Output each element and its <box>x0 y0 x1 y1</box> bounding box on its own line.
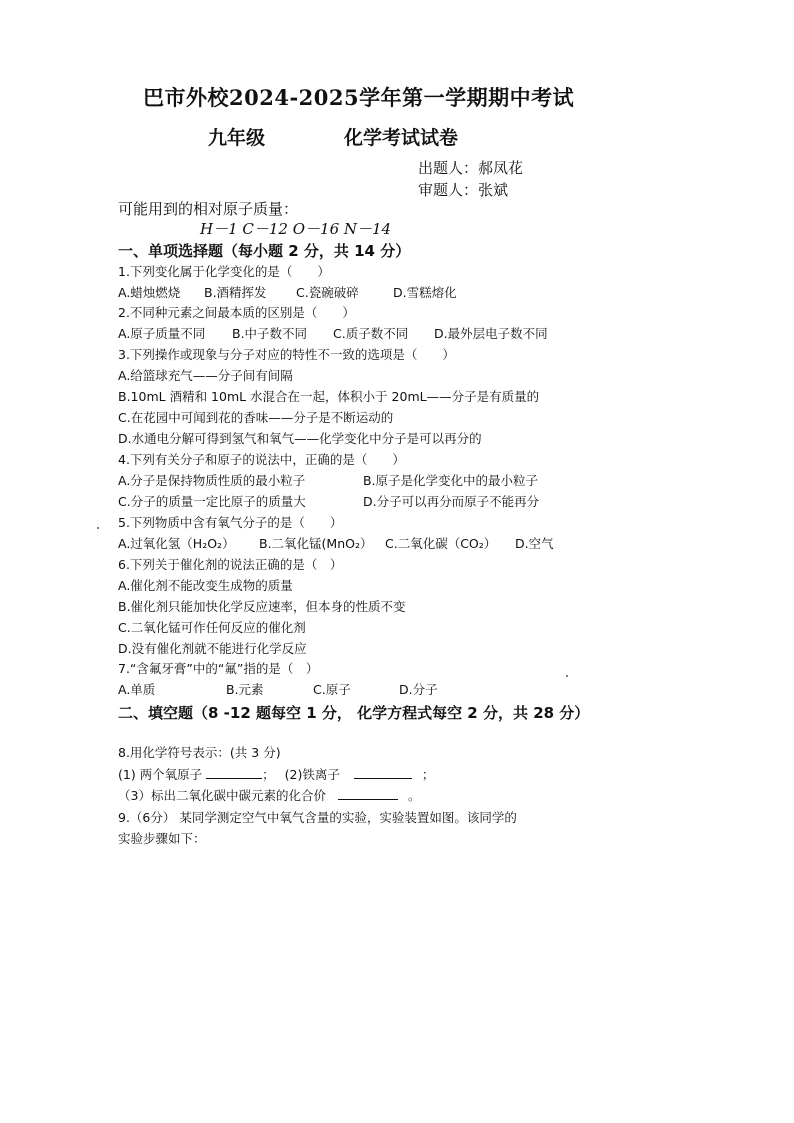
q8-blank-1[interactable] <box>206 767 262 779</box>
q6-option-d: D.没有催化剂就不能进行化学反应 <box>118 641 307 656</box>
q5-option-a: A.过氧化氢（H₂O₂） <box>118 536 235 551</box>
q5-option-b: B.二氧化锰(MnO₂） <box>259 536 373 551</box>
q5-stem: 5.下列物质中含有氧气分子的是（ ） <box>118 515 343 530</box>
q8-part3 <box>118 786 420 804</box>
q2-option-b: B.中子数不同 <box>232 326 308 341</box>
subject-label: 化学考试试卷 <box>344 127 459 149</box>
q8-part2-text: (2)铁离子 <box>284 767 340 782</box>
q2-stem: 2.不同种元素之间最本质的区别是（ ） <box>118 305 355 320</box>
reviewer-line: 审题人：张斌 <box>418 181 509 199</box>
q1-stem: 1.下列变化属于化学变化的是（ ） <box>118 264 330 279</box>
q3-option-c: C.在花园中可闻到花的香味——分子是不断运动的 <box>118 410 394 425</box>
q2-option-a: A.原子质量不同 <box>118 326 206 341</box>
atomic-mass-formula: H－1 C－12 O－16 N－14 <box>200 220 392 238</box>
scan-speck <box>97 527 99 529</box>
q6-option-b: B.催化剂只能加快化学反应速率，但本身的性质不变 <box>118 599 406 614</box>
q4-option-d: D.分子可以再分而原子不能再分 <box>363 494 540 509</box>
exam-title: 巴市外校2024-2025学年第一学期期中考试 <box>143 85 575 110</box>
q9-line1: 9.（6分） 某同学测定空气中氧气含量的实验，实验装置如图。该同学的 <box>118 810 517 825</box>
q5-option-d: D.空气 <box>515 536 554 551</box>
q7-option-c: C.原子 <box>313 682 351 697</box>
q4-option-a: A.分子是保持物质性质的最小粒子 <box>118 473 306 488</box>
q8-part1-text: (1) 两个氧原子 <box>118 767 203 782</box>
q4-option-c: C.分子的质量一定比原子的质量大 <box>118 494 306 509</box>
q8-part3-text: （3）标出二氧化碳中碳元素的化合价 <box>118 788 326 803</box>
q3-option-d: D.水通电分解可得到氢气和氧气——化学变化中分子是可以再分的 <box>118 431 482 446</box>
q9-line2: 实验步骤如下： <box>118 831 206 846</box>
q1-option-b: B.酒精挥发 <box>204 285 267 300</box>
q3-option-a: A.给篮球充气——分子间有间隔 <box>118 368 293 383</box>
scan-speck <box>566 675 568 677</box>
q7-option-a: A.单质 <box>118 682 156 697</box>
q8-blank-2[interactable] <box>354 767 412 779</box>
q7-option-b: B.元素 <box>226 682 264 697</box>
q6-option-a: A.催化剂不能改变生成物的质量 <box>118 578 293 593</box>
q1-option-a: A.蜡烛燃烧 <box>118 285 181 300</box>
q8-stem: 8.用化学符号表示：(共 3 分) <box>118 745 281 760</box>
section2-heading: 二、填空题（8 -12 题每空 1 分， 化学方程式每空 2 分，共 28 分） <box>118 704 590 722</box>
q7-stem: 7.“含氟牙膏”中的“氟”指的是（ ） <box>118 661 319 676</box>
grade-label: 九年级 <box>208 127 266 149</box>
q6-stem: 6.下列关于催化剂的说法正确的是（ ） <box>118 557 343 572</box>
q8-part2-end: ； <box>421 767 435 782</box>
q8-blank-3[interactable] <box>338 788 398 800</box>
section1-heading: 一、单项选择题（每小题 2 分，共 14 分） <box>118 242 411 260</box>
q7-option-d: D.分子 <box>399 682 438 697</box>
q3-option-b: B.10mL 酒精和 10mL 水混合在一起，体积小于 20mL——分子是有质量的 <box>118 389 540 404</box>
q6-option-c: C.二氧化锰可作任何反应的催化剂 <box>118 620 306 635</box>
q4-stem: 4.下列有关分子和原子的说法中，正确的是（ ） <box>118 452 405 467</box>
q1-option-c: C.瓷碗破碎 <box>296 285 359 300</box>
q4-option-b: B.原子是化学变化中的最小粒子 <box>363 473 539 488</box>
q2-option-c: C.质子数不同 <box>333 326 409 341</box>
author-line: 出题人：郝凤花 <box>418 159 524 177</box>
q1-option-d: D.雪糕熔化 <box>393 285 457 300</box>
atomic-mass-label: 可能用到的相对原子质量： <box>118 200 299 218</box>
q3-stem: 3.下列操作或现象与分子对应的特性不一致的选项是（ ） <box>118 347 455 362</box>
q8-part1-end: ； <box>262 767 275 782</box>
q5-option-c: C.二氧化碳（CO₂） <box>385 536 497 551</box>
q8-part1 <box>118 765 434 783</box>
q2-option-d: D.最外层电子数不同 <box>434 326 548 341</box>
q8-part3-end: 。 <box>407 788 421 803</box>
